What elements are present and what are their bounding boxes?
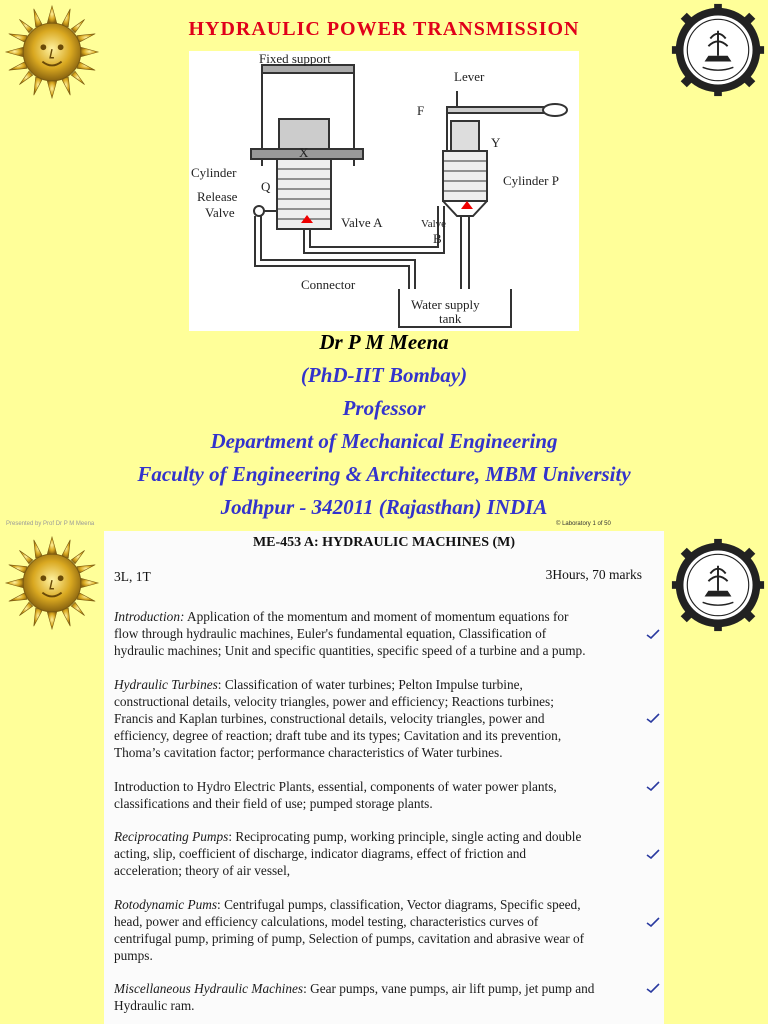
footer-slide-number: © Laboratory 1 of 50 bbox=[556, 521, 611, 527]
hydraulic-press-diagram bbox=[189, 51, 579, 331]
tick-mark-icon bbox=[646, 629, 660, 639]
syllabus-line bbox=[114, 677, 646, 693]
syllabus-line-text: Thoma’s cavitation factor; performance characteristics of Water turbines. bbox=[114, 745, 503, 760]
label-fixed-support: Fixed support bbox=[259, 51, 331, 66]
label-x: X bbox=[299, 145, 309, 160]
iit-bombay-logo-icon bbox=[670, 537, 766, 633]
syllabus-topic-label: Hydraulic Turbines bbox=[114, 677, 218, 692]
label-lever: Lever bbox=[454, 69, 485, 84]
syllabus-scan bbox=[104, 531, 664, 1024]
label-valve: Valve bbox=[205, 205, 235, 220]
tick-mark-icon bbox=[646, 781, 660, 791]
syllabus-line-text: pumps. bbox=[114, 948, 153, 963]
slide-title-text: HYDRAULIC POWER TRANSMISSION bbox=[188, 18, 580, 40]
syllabus-line-text: centrifugal pump, priming of pump, Selection of pumps, cavitation and abrasive wear of bbox=[114, 931, 585, 946]
label-f: F bbox=[417, 103, 425, 118]
syllabus-line-text: constructional details, velocity triangles, power and efficiency; Reactions turbines; bbox=[114, 694, 554, 709]
label-q: Q bbox=[261, 179, 271, 194]
syllabus-line bbox=[114, 897, 646, 913]
tick-mark-icon bbox=[646, 713, 660, 723]
syllabus-line-text: efficiency, degree of reaction; draft tube and its types; Cavitation and its prevention, bbox=[114, 728, 562, 743]
syllabus-line bbox=[114, 846, 646, 862]
syllabus-line-text: : Gear pumps, vane pumps, air lift pump, jet pump and bbox=[303, 981, 595, 996]
label-release: Release bbox=[197, 189, 238, 204]
syllabus-line bbox=[114, 711, 646, 727]
label-connector: Connector bbox=[301, 277, 356, 292]
syllabus-line-text: : Classification of water turbines; Pelton Impulse turbine, bbox=[217, 677, 523, 692]
syllabus-heading: ME-453 A: HYDRAULIC MACHINES (M) bbox=[252, 535, 516, 550]
tick-mark-icon bbox=[646, 983, 660, 993]
syllabus-topic-label: Miscellaneous Hydraulic Machines bbox=[114, 981, 304, 996]
author-address: Jodhpur - 342011 (Rajasthan) INDIA bbox=[220, 495, 548, 519]
syllabus-topic-label: Reciprocating Pumps bbox=[114, 829, 229, 844]
syllabus-line-text: Introduction to Hydro Electric Plants, essential, components of water power plants, bbox=[114, 779, 557, 794]
author-degree: (PhD-IIT Bombay) bbox=[300, 363, 468, 387]
syllabus-line-text: head, power and efficiency calculations, model testing, characteristics curves of bbox=[114, 914, 539, 929]
syllabus-line-text: Hydraulic ram. bbox=[114, 998, 195, 1013]
syllabus-line bbox=[114, 694, 646, 710]
syllabus-line bbox=[114, 626, 646, 642]
syllabus-line bbox=[114, 745, 646, 761]
syllabus-line-text: acceleration; theory of air vessel, bbox=[114, 863, 291, 878]
iit-bombay-logo-icon bbox=[670, 2, 766, 98]
label-valve-b-1: Valve bbox=[421, 218, 447, 230]
syllabus-line-text: flow through hydraulic machines, Euler's fundamental equation, Classification of bbox=[114, 626, 547, 641]
label-y: Y bbox=[491, 135, 501, 150]
label-valve-a: Valve A bbox=[341, 215, 383, 230]
syllabus-line-text: Francis and Kaplan turbines, constructional details, velocity triangles, power and bbox=[114, 711, 545, 726]
syllabus-line bbox=[114, 796, 646, 812]
author-name: Dr P M Meena bbox=[319, 330, 449, 354]
syllabus-load: 3L, 1T bbox=[114, 569, 151, 584]
author-department: Department of Mechanical Engineering bbox=[210, 429, 558, 453]
syllabus-topic-label: Rotodynamic Pums bbox=[114, 897, 218, 912]
syllabus-line-text: acting, slip, coefficient of discharge, indicator diagrams, effect of friction and bbox=[114, 846, 527, 861]
syllabus-line bbox=[114, 998, 646, 1014]
syllabus-line-text: : Centrifugal pumps, classification, Vector diagrams, Specific speed, bbox=[217, 897, 581, 912]
syllabus-line-text: Application of the momentum and moment of momentum equations for bbox=[184, 609, 569, 624]
label-cylinder: Cylinder bbox=[191, 165, 237, 180]
author-title: Professor bbox=[342, 396, 426, 420]
label-cylinder-p: Cylinder P bbox=[503, 173, 559, 188]
syllabus-line-text: hydraulic machines; Unit and specific quantities, specific speed of a turbine and a pump. bbox=[114, 643, 586, 658]
syllabus-line bbox=[114, 728, 646, 744]
syllabus-line bbox=[114, 914, 646, 930]
tick-mark-icon bbox=[646, 849, 660, 859]
syllabus-line-text: classifications and their field of use; pumped storage plants. bbox=[114, 796, 433, 811]
syllabus-line bbox=[114, 948, 646, 964]
syllabus-line bbox=[114, 643, 646, 659]
syllabus-line bbox=[114, 609, 646, 625]
syllabus-topic-label: Introduction: bbox=[114, 609, 185, 624]
syllabus-line bbox=[114, 931, 646, 947]
syllabus-line bbox=[114, 981, 646, 997]
syllabus-line bbox=[114, 863, 646, 879]
syllabus-duration: 3Hours, 70 marks bbox=[545, 567, 642, 582]
syllabus-line bbox=[114, 829, 646, 845]
label-tank-2: tank bbox=[439, 311, 462, 326]
tick-mark-icon bbox=[646, 917, 660, 927]
syllabus-line bbox=[114, 779, 646, 795]
label-valve-b-2: B bbox=[433, 231, 442, 246]
sun-emblem-icon bbox=[4, 535, 100, 631]
author-faculty: Faculty of Engineering & Architecture, MBM University bbox=[137, 462, 631, 486]
footer-presenter: Presented by Prof Dr P M Meena bbox=[6, 521, 95, 527]
label-tank-1: Water supply bbox=[411, 297, 480, 312]
syllabus-line-text: : Reciprocating pump, working principle, single acting and double bbox=[228, 829, 582, 844]
